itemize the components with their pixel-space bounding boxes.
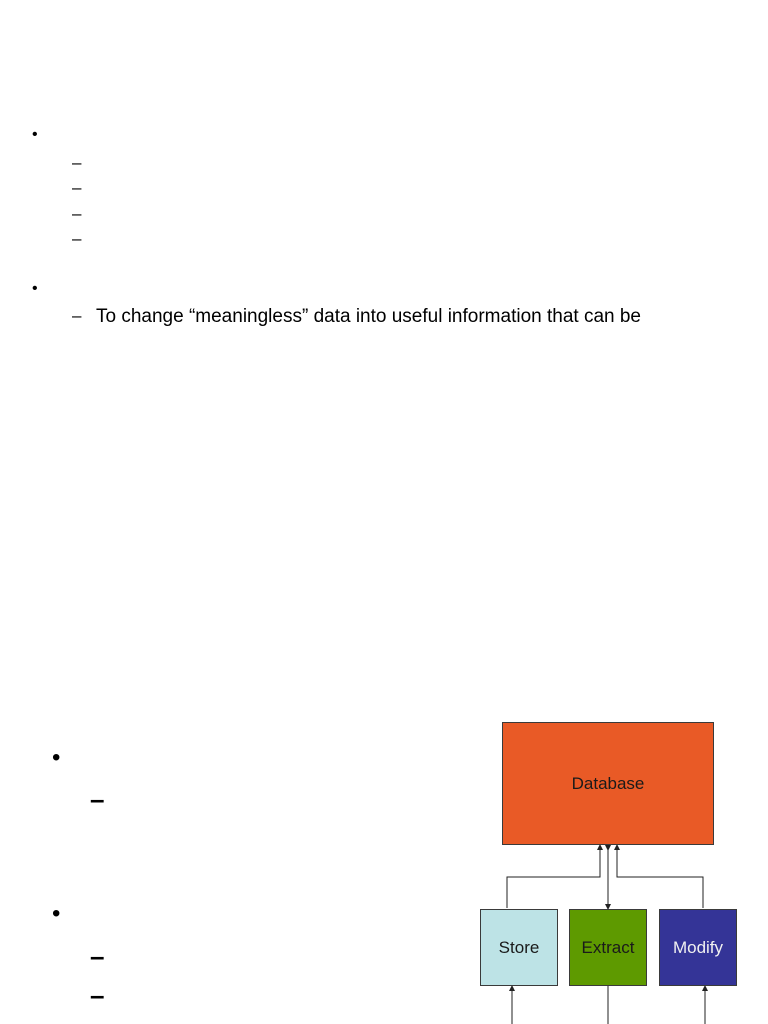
modify-to-database-connector: [617, 847, 703, 908]
bullet-marker: •: [52, 744, 61, 771]
dash-marker: –: [90, 980, 105, 1010]
sub-item-text: To change “meaningless” data into useful information that can be: [96, 306, 641, 327]
store-to-database-connector: [507, 847, 600, 908]
modify-box: [659, 909, 737, 986]
modify-label: Modify: [672, 937, 724, 957]
bullet-marker: •: [32, 280, 38, 297]
dash-marker: –: [90, 784, 105, 814]
dash-marker: –: [72, 153, 82, 172]
database-label: Database: [571, 773, 645, 793]
store-label: Store: [498, 937, 540, 957]
dash-marker: –: [90, 941, 105, 971]
dash-marker: –: [72, 178, 82, 197]
dash-marker: –: [72, 229, 82, 248]
extract-box: [569, 909, 647, 986]
dash-marker: –: [72, 306, 82, 325]
dash-marker: –: [72, 204, 82, 223]
bullet-marker: •: [52, 900, 61, 927]
bullet-marker: •: [32, 126, 38, 143]
extract-label: Extract: [581, 937, 635, 957]
database-box: [502, 722, 714, 845]
store-box: [480, 909, 558, 986]
